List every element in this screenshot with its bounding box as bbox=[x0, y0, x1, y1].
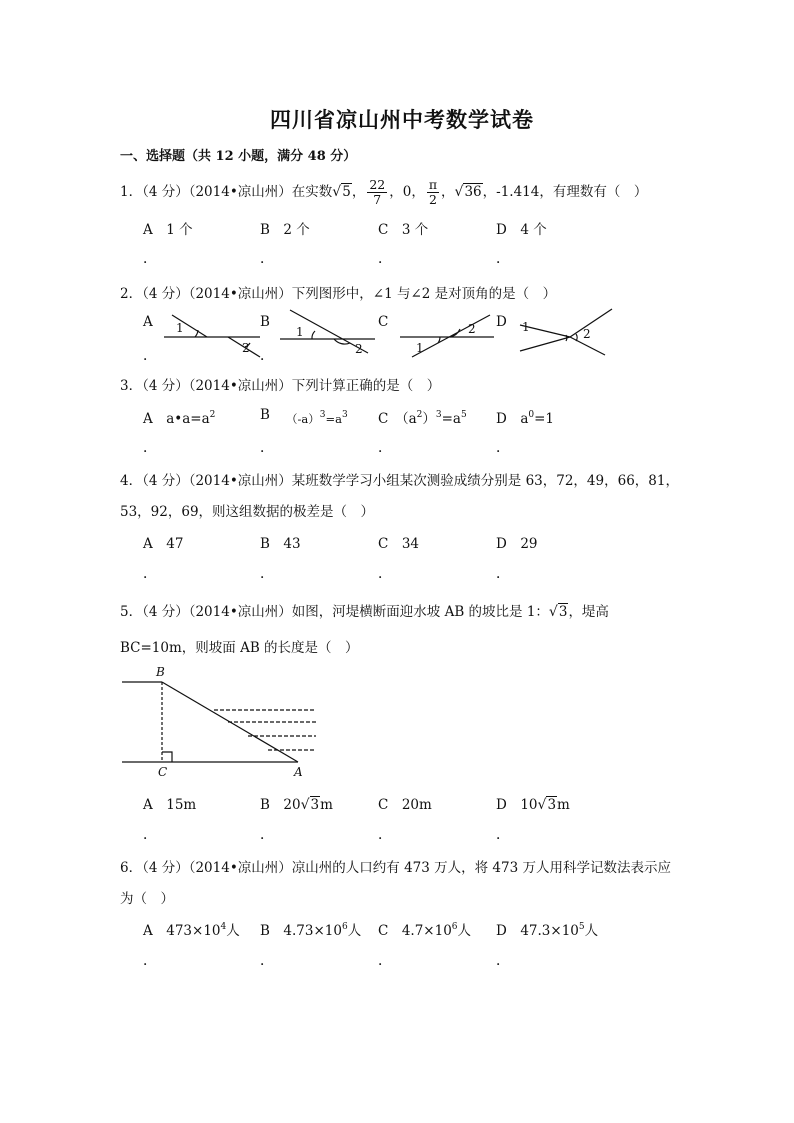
dot: ． bbox=[143, 827, 157, 843]
dot: ． bbox=[143, 953, 157, 969]
angle-2-label: 2 bbox=[468, 322, 476, 336]
dot: ． bbox=[378, 566, 392, 582]
q6-option-a[interactable]: A $473\times 10^4$人 bbox=[143, 922, 240, 939]
dot: ． bbox=[260, 953, 274, 969]
q5-option-d[interactable]: D 10√3m bbox=[496, 797, 570, 813]
dot: ． bbox=[143, 440, 157, 456]
q3-option-b-expr: $(-a)^3=a^3$ bbox=[286, 410, 348, 426]
dot: ． bbox=[496, 953, 510, 969]
angle-2-label: 2 bbox=[242, 341, 250, 355]
q5-option-b[interactable]: B 20√3m bbox=[260, 797, 333, 813]
q3-option-b[interactable]: B bbox=[260, 407, 270, 423]
fraction-pi-2: $\frac{\pi}{2}$ bbox=[428, 177, 438, 207]
dot: ． bbox=[260, 348, 274, 364]
q2-option-c-label[interactable]: C bbox=[378, 314, 389, 330]
q6-option-c[interactable]: C $4.7\times 10^6$人 bbox=[378, 922, 472, 939]
point-b-label: B bbox=[156, 665, 165, 679]
dot: ． bbox=[378, 953, 392, 969]
dot: ． bbox=[143, 566, 157, 582]
q6-option-d[interactable]: D $47.3\times 10^5$人 bbox=[496, 922, 599, 939]
question-5-line-2: BC=10m，则坡面 AB 的长度是（ ） bbox=[120, 640, 359, 656]
sqrt-36: √36 bbox=[454, 184, 482, 200]
angle-1-label: 1 bbox=[416, 341, 424, 355]
question-1: 1．（4 分）（2014•凉山州）在实数√5， $\frac{22}{7}$ ，0， $\frac{\pi}{2}$ ，√36，-1.414，有理数有（ ） bbox=[120, 177, 648, 207]
q4-option-b[interactable]: B 43 bbox=[260, 536, 301, 552]
question-6-line-2: 为（ ） bbox=[120, 891, 174, 907]
question-4-line-2: 53，92，69，则这组数据的极差是（ ） bbox=[120, 504, 375, 520]
dot: ． bbox=[143, 348, 157, 364]
dot: ． bbox=[378, 251, 392, 267]
question-2: 2．（4 分）（2014•凉山州）下列图形中，∠1 与∠2 是对顶角的是（ ） bbox=[120, 286, 557, 302]
dot: ． bbox=[496, 251, 510, 267]
sqrt-5: √5 bbox=[332, 184, 351, 200]
q2-option-b-label[interactable]: B bbox=[260, 314, 270, 330]
question-4-line-1: 4．（4 分）（2014•凉山州）某班数学学习小组某次测验成绩分别是 63，72，49，66，81， bbox=[120, 473, 679, 489]
angle-1-label: 1 bbox=[522, 320, 530, 334]
q5-option-c[interactable]: C 20m bbox=[378, 797, 432, 813]
q4-option-a[interactable]: A 47 bbox=[143, 536, 184, 552]
q4-option-d[interactable]: D 29 bbox=[496, 536, 538, 552]
dot: ． bbox=[378, 827, 392, 843]
dot: ． bbox=[496, 827, 510, 843]
dot: ． bbox=[260, 827, 274, 843]
q1-option-d[interactable]: D 4 个 bbox=[496, 222, 547, 238]
dot: ． bbox=[260, 251, 274, 267]
question-5-line-1: 5．（4 分）（2014•凉山州）如图，河堤横断面迎水坡 AB 的坡比是 1：√3，堤高 bbox=[120, 604, 609, 620]
q1-tail: -1.414，有理数有（ ） bbox=[496, 184, 648, 200]
dot: ． bbox=[260, 440, 274, 456]
q5-option-a[interactable]: A 15m bbox=[143, 797, 197, 813]
q3-option-d[interactable]: D $a^0=1$ bbox=[496, 410, 555, 427]
dot: ． bbox=[260, 566, 274, 582]
point-a-label: A bbox=[294, 765, 303, 779]
dot: ． bbox=[496, 566, 510, 582]
fraction-22-7: $\frac{22}{7}$ bbox=[369, 177, 386, 207]
page-title: 四川省凉山州中考数学试卷 bbox=[270, 107, 534, 132]
zero: 0 bbox=[402, 184, 412, 200]
embankment-diagram bbox=[118, 664, 328, 782]
dot: ． bbox=[496, 440, 510, 456]
dot: ． bbox=[143, 251, 157, 267]
q1-option-a[interactable]: A 1 个 bbox=[143, 222, 193, 238]
dot: ． bbox=[378, 440, 392, 456]
q1-option-b[interactable]: B 2 个 bbox=[260, 222, 310, 238]
q2-option-a-label[interactable]: A bbox=[143, 314, 153, 330]
q1-option-c[interactable]: C 3 个 bbox=[378, 222, 429, 238]
question-6-line-1: 6．（4 分）（2014•凉山州）凉山州的人口约有 473 万人，将 473 万人用科学记数法表示应 bbox=[120, 860, 671, 876]
angle-2-label: 2 bbox=[583, 327, 591, 341]
q6-option-b[interactable]: B $4.73\times 10^6$人 bbox=[260, 922, 362, 939]
angle-1-label: 1 bbox=[296, 325, 304, 339]
angle-2-label: 2 bbox=[355, 342, 363, 356]
section-heading: 一、选择题（共 12 小题，满分 48 分） bbox=[120, 149, 357, 164]
q1-prefix: 1．（4 分）（2014•凉山州）在实数 bbox=[120, 184, 333, 200]
point-c-label: C bbox=[158, 765, 168, 779]
q2-angle-figures bbox=[150, 305, 630, 360]
question-3: 3．（4 分）（2014•凉山州）下列计算正确的是（ ） bbox=[120, 378, 441, 394]
q3-option-a[interactable]: A $a•a=a^2$ bbox=[143, 410, 216, 427]
q3-option-c[interactable]: C $(a^2)^3=a^5$ bbox=[378, 410, 467, 427]
angle-1-label: 1 bbox=[176, 321, 184, 335]
q4-option-c[interactable]: C 34 bbox=[378, 536, 420, 552]
q2-option-d-label[interactable]: D bbox=[496, 314, 507, 330]
